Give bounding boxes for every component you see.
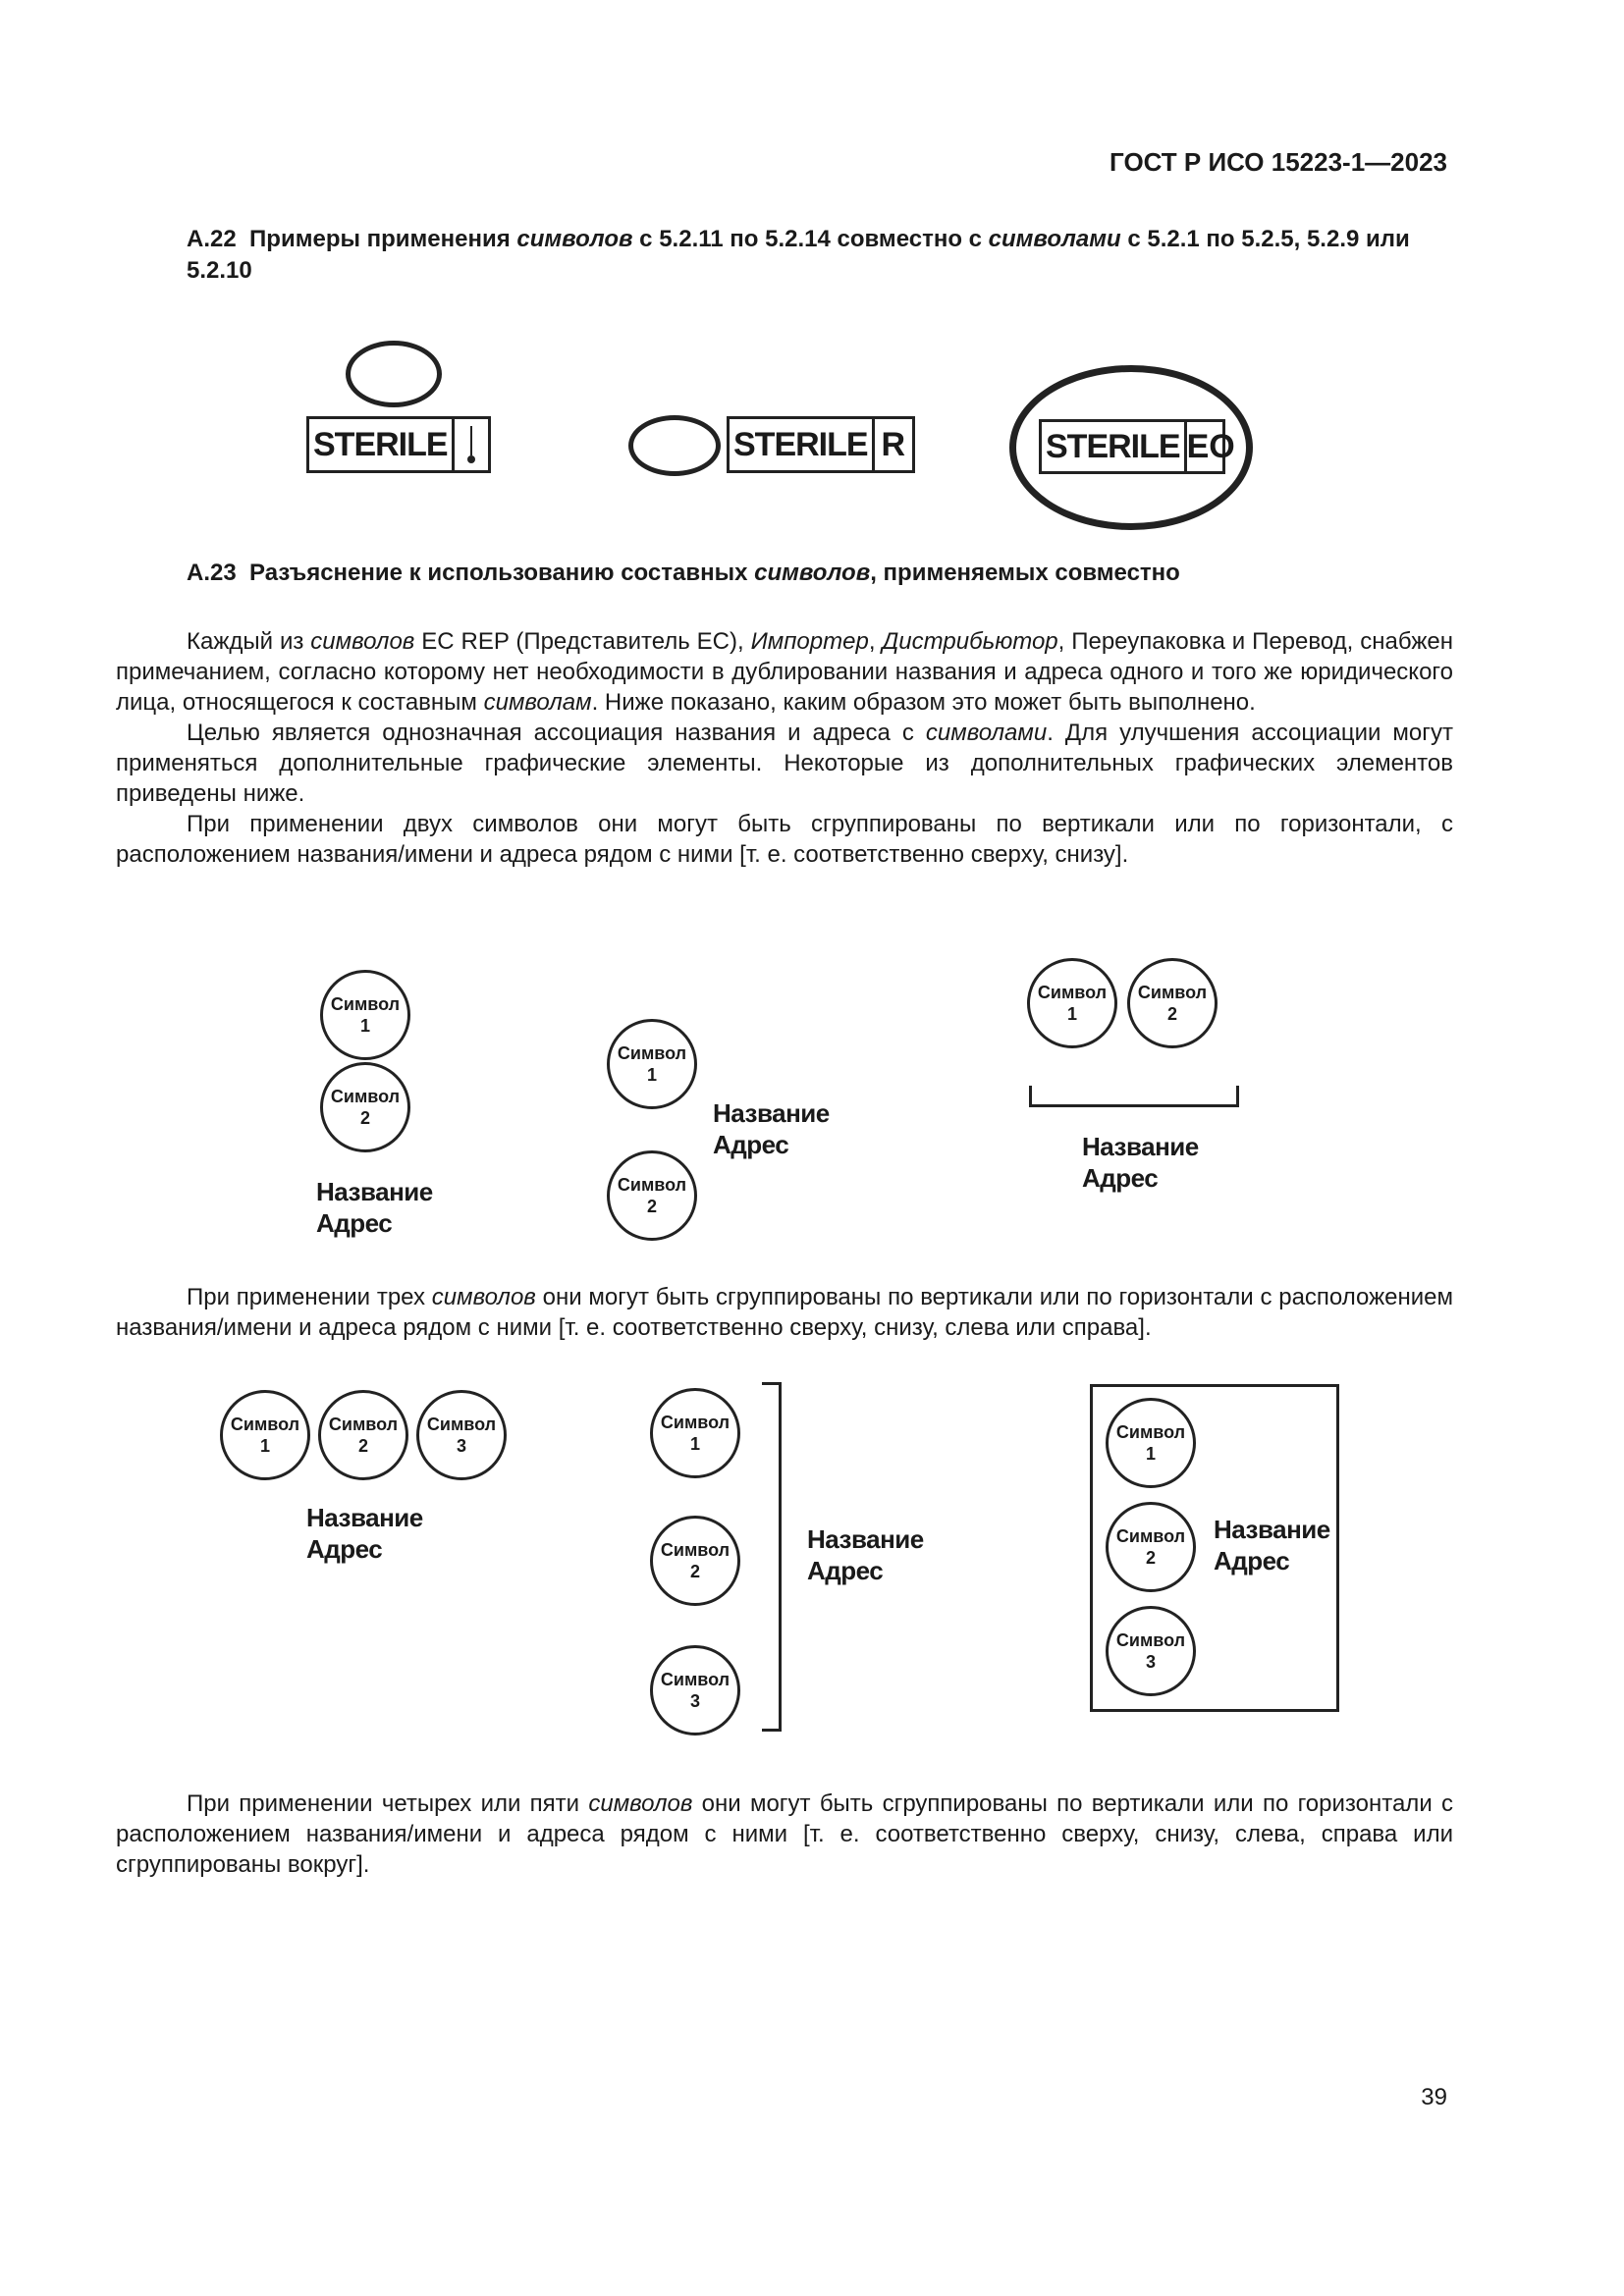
sterile-symbol-r [727, 416, 915, 473]
symbol-circle: Символ 1 [1027, 958, 1117, 1048]
symbol-circle: Символ 3 [416, 1390, 507, 1480]
name-address-label: Название Адрес [1082, 1132, 1199, 1193]
name-address-label: Название Адрес [1214, 1515, 1330, 1575]
section-a22-heading: А.22 Примеры применения символов с 5.2.11 по 5.2.14 совместно с символами с 5.2.1 по 5.2.5, 5.2.9 или 5.2.10 [187, 226, 1410, 284]
grouping-bracket [1029, 1086, 1239, 1107]
section-a23-heading: А.23 Разъяснение к использованию составных символов, применяемых совместно [187, 560, 1180, 586]
name-address-label: Название Адрес [807, 1524, 924, 1585]
page-number: 39 [1421, 2084, 1447, 2110]
paragraph-2: Целью является однозначная ассоциация названия и адреса с символами. Для улучшения ассоциации могут применяться дополнительные графические элементы. Некоторые из дополнительных графических элементов приведены ниже. [116, 720, 1453, 807]
symbol-circle: Символ 3 [650, 1645, 740, 1735]
paragraph-3: При применении двух символов они могут быть сгруппированы по вертикали или по горизонтали, с расположением названия/имени и адреса рядом с ними [т. е. соответственно сверху, снизу]. [116, 811, 1453, 868]
name-address-label: Название Адрес [306, 1503, 423, 1564]
symbol-circle: Символ 1 [220, 1390, 310, 1480]
symbol-circle: Символ 1 [320, 970, 410, 1060]
sterile-symbol-temperature [306, 416, 491, 473]
symbol-circle: Символ 2 [320, 1062, 410, 1152]
sterile-circle-symbol [628, 415, 721, 476]
paragraph-4: При применении трех символов они могут быть сгруппированы по вертикали или по горизонтали с расположением названия/имени и адреса рядом с ними [т. е. соответственно сверху, снизу, слева или справа]. [116, 1284, 1454, 1341]
sterile-code: R [872, 419, 912, 470]
symbol-circle: Символ 1 [607, 1019, 697, 1109]
sterile-word: STERILE [1046, 427, 1180, 465]
sterile-word: STERILE [313, 425, 448, 463]
symbol-circle: Символ 3 [1106, 1606, 1196, 1696]
name-address-label: Название Адрес [316, 1177, 433, 1238]
symbol-circle: Символ 2 [1127, 958, 1218, 1048]
name-address-label: Название Адрес [713, 1098, 830, 1159]
symbol-circle: Символ 1 [650, 1388, 740, 1478]
body-text-block-2 [116, 1282, 1453, 1343]
symbol-circle: Символ 2 [1106, 1502, 1196, 1592]
symbol-circle: Символ 2 [607, 1150, 697, 1241]
symbol-circle: Символ 2 [318, 1390, 408, 1480]
paragraph-1: Каждый из символов EC REP (Представитель ЕС), Импортер, Дистрибьютор, Переупаковка и Перевод, снабжен примечанием, согласно которому нет необходимости в дублировании названия и адреса одного и того же юридического лица, относящегося к составным символам. Ниже показано, каким образом это может быть выполнено. [116, 628, 1454, 716]
symbol-circle: Символ 1 [1106, 1398, 1196, 1488]
document-code: ГОСТ Р ИСО 15223-1—2023 [1110, 147, 1447, 177]
paragraph-5: При применении четырех или пяти символов они могут быть сгруппированы по вертикали или по горизонтали с расположением названия/имени и адреса рядом с ними [т. е. соответственно сверху, снизу, слева, справа или сгруппированы вокруг]. [116, 1790, 1454, 1878]
sterile-code: EO [1184, 422, 1235, 471]
body-text-block-1 [116, 626, 1453, 870]
sterile-word: STERILE [733, 425, 868, 463]
grouping-bracket [762, 1382, 782, 1732]
sterile-symbol-eo [1039, 419, 1235, 474]
body-text-block-3 [116, 1789, 1453, 1880]
symbol-circle: Символ 2 [650, 1516, 740, 1606]
thermometer-icon [452, 419, 488, 470]
sterile-circle-symbol [346, 341, 442, 407]
